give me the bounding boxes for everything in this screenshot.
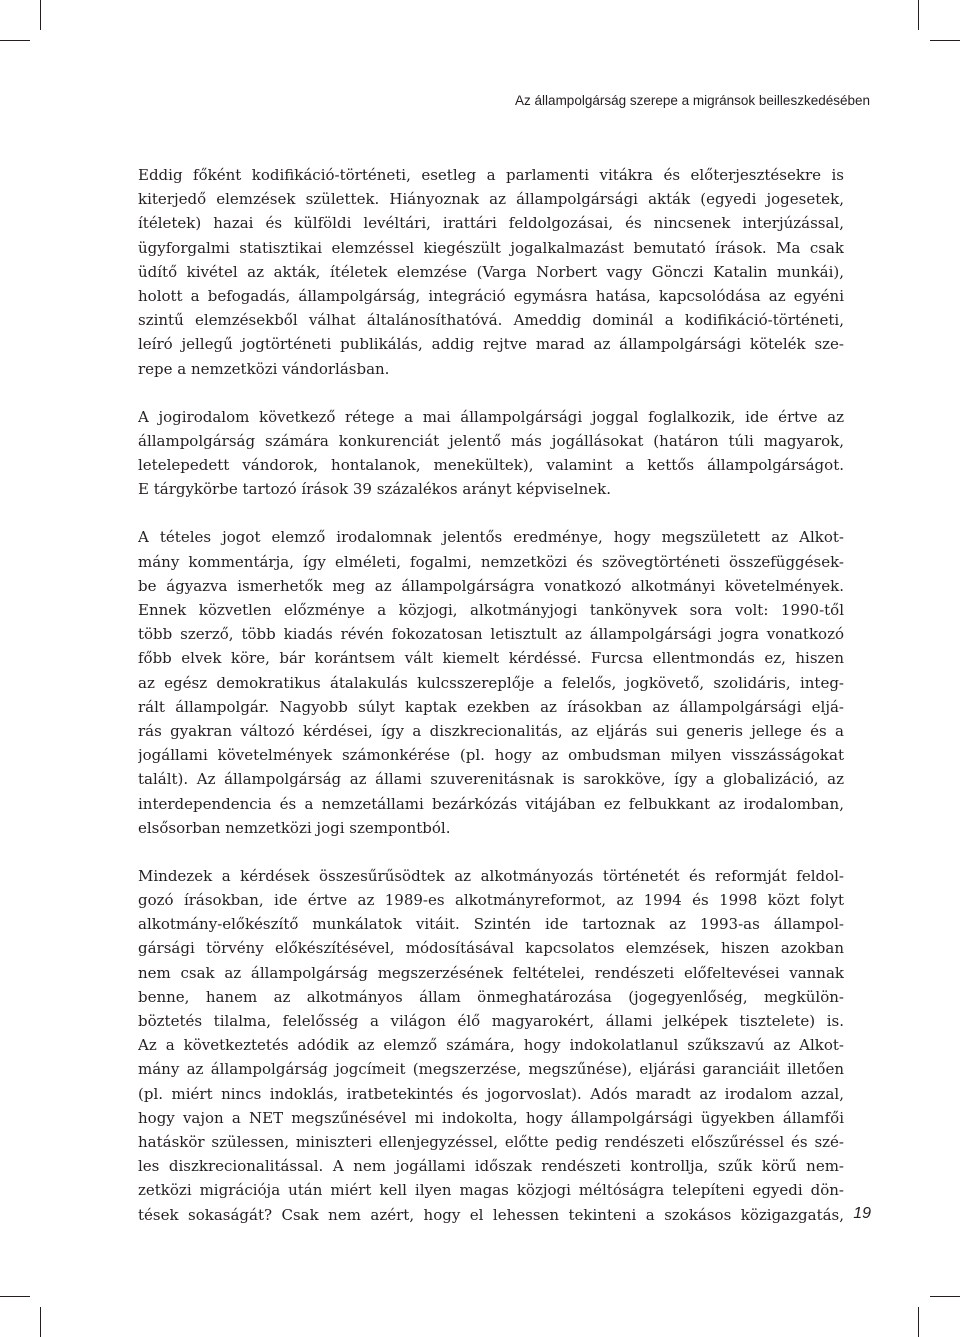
text-line: gozó írásokban, ide értve az 1989-es alkotmányreformot, az 1994 és 1998 közt folyt (138, 891, 844, 910)
paragraph-3 (138, 525, 844, 839)
text-line: Mindezek a kérdések összesűrűsödtek az alkotmányozás történetét és reformját feldol- (138, 866, 844, 885)
text-line: rált állampolgár. Nagyobb súlyt kaptak ezekben az írásokban az állampolgársági eljá- (138, 697, 844, 716)
text-line: holott a befogadás, állampolgárság, integráció egymásra hatása, kapcsolódása az egyéni (138, 286, 844, 305)
crop-mark-top-right-horizontal (930, 40, 960, 41)
text-line: mány kommentárja, így elméleti, fogalmi, nemzetközi és szövegtörténeti összefüggések- (138, 552, 844, 571)
text-line: Eddig főként kodifikáció-történeti, esetleg a parlamenti vitákra és előterjesztésekre is (138, 166, 844, 184)
text-line: rás gyakran változó kérdései, így a diszkrecionalitás, az eljárás sui generis jellege és a (138, 721, 844, 740)
text-line: E tárgykörbe tartozó írások 39 százalékos arányt képviselnek. (138, 480, 611, 499)
text-line: szintű elemzésekből válhat általánosíthatóvá. Ameddig dominál a kodifikáció-történeti, (138, 311, 844, 330)
crop-mark-bottom-right-horizontal (930, 1296, 960, 1297)
text-line: főbb elvek köre, bár korántsem vált kiemelt kérdéssé. Furcsa ellentmondás ez, hiszen (138, 649, 844, 668)
crop-mark-bottom-left-horizontal (0, 1296, 30, 1297)
text-line: les diszkrecionalitással. A nem jogállami időszak rendészeti kontrollja, szűk körű nem- (138, 1157, 844, 1176)
text-line: az egész demokratikus átalakulás kulcsszereplője a felelős, jogkövető, szolidáris, integ- (138, 673, 844, 692)
crop-mark-top-left-horizontal (0, 40, 30, 41)
text-line: zetközi migrációja után miért kell ilyen magas közjogi méltóságra telepíteni egyedi dön- (138, 1181, 844, 1200)
text-line: nem csak az állampolgárság megszerzésének feltételei, rendészeti előfeltevései vannak (138, 963, 844, 982)
text-line: hogy vajon a NET megszűnésével mi indokolta, hogy állampolgársági ügyekben államfői (138, 1108, 844, 1127)
crop-mark-top-right-vertical (918, 0, 919, 30)
paragraph-1 (138, 163, 844, 381)
paragraph-4 (138, 864, 844, 1227)
crop-mark-bottom-left-vertical (40, 1307, 41, 1337)
text-line: több szerző, több kiadás révén fokozatosan letisztult az állampolgársági jogra vonatkozó (138, 625, 844, 644)
text-line: letelepedett vándorok, hontalanok, menekültek), valamint a kettős állampolgárságot. (138, 456, 844, 475)
text-line: böztetés tilalma, felelősség a világon élő magyarokért, állami jelképek tisztelete) is. (138, 1012, 844, 1030)
body-text (138, 163, 844, 1251)
text-line: ítéletek) hazai és külföldi levéltári, irattári feldolgozásai, és nincsenek interjúzással, (138, 214, 844, 233)
text-line: gársági törvény előkészítésével, módosításával kapcsolatos elemzések, hiszen azokban (138, 939, 844, 958)
text-line: állampolgárság számára konkurenciát jelentő más jogállásokat (határon túli magyarok, (138, 431, 844, 450)
text-line: Az a következtetés adódik az elemző számára, hogy indokolatlanul szűkszavú az Alkot- (138, 1036, 844, 1055)
text-line: jogállami követelmények számonkérése (pl. hogy az ombudsman milyen visszásságokat (138, 746, 844, 765)
running-header: Az állampolgárság szerepe a migránsok beilleszkedésében (515, 93, 870, 108)
text-line: Ennek közvetlen előzménye a közjogi, alkotmányjogi tankönyvek sora volt: 1990-től (138, 601, 844, 619)
text-line: talált). Az állampolgárság az állami szuverenitásnak is sarokköve, így a globalizáció, az (138, 770, 844, 789)
text-line: hatáskör szülessen, miniszteri ellenjegyzéssel, előtte pedig rendészeti előszűréssel és szé- (138, 1132, 844, 1151)
text-line: A jogirodalom következő rétege a mai állampolgársági joggal foglalkozik, ide értve az (138, 407, 844, 426)
text-line: benne, hanem az alkotmányos állam önmeghatározása (jogegyenlőség, megkülön- (138, 987, 844, 1006)
text-line: ügyforgalmi statisztikai elemzéssel kiegészült jogalkalmazást bemutató írások. Ma csak (138, 238, 844, 257)
text-line: alkotmány-előkészítő munkálatok vitáit. Szintén ide tartoznak az 1993-as állampol- (138, 915, 844, 934)
crop-mark-bottom-right-vertical (918, 1307, 919, 1337)
text-line: leíró jellegű jogtörténeti publikálás, addig rejtve marad az állampolgársági kötelék sze- (138, 335, 844, 354)
text-line: interdependencia és a nemzetállami bezárkózás vitájában ez felbukkant az irodalomban, (138, 794, 844, 813)
text-line: repe a nemzetközi vándorlásban. (138, 359, 390, 378)
text-line: üdítő kivétel az akták, ítéletek elemzése (Varga Norbert vagy Gönczi Katalin munkái), (138, 262, 844, 281)
text-line: mány az állampolgárság jogcímeit (megszerzése, megszűnése), eljárási garanciáit illetően (138, 1060, 844, 1079)
crop-mark-top-left-vertical (40, 0, 41, 30)
paragraph-2 (138, 405, 844, 502)
text-line: kiterjedő elemzések születtek. Hiányoznak az állampolgársági akták (egyedi jogesetek, (138, 190, 844, 209)
text-line: A tételes jogot elemző irodalomnak jelentős eredménye, hogy megszületett az Alkot- (138, 528, 844, 547)
text-line: (pl. miért nincs indoklás, iratbetekintés és jogorvoslat). Adós maradt az irodalom azzal, (138, 1084, 844, 1103)
text-line: elsősorban nemzetközi jogi szempontból. (138, 818, 451, 837)
text-line: tések sokaságát? Csak nem azért, hogy el lehessen tekinteni a szokásos közigazgatás, (138, 1205, 844, 1224)
page-number: 19 (853, 1205, 871, 1222)
text-line: be ágyazva ismerhetők meg az állampolgárságra vonatkozó alkotmányi követelmények. (138, 576, 844, 595)
